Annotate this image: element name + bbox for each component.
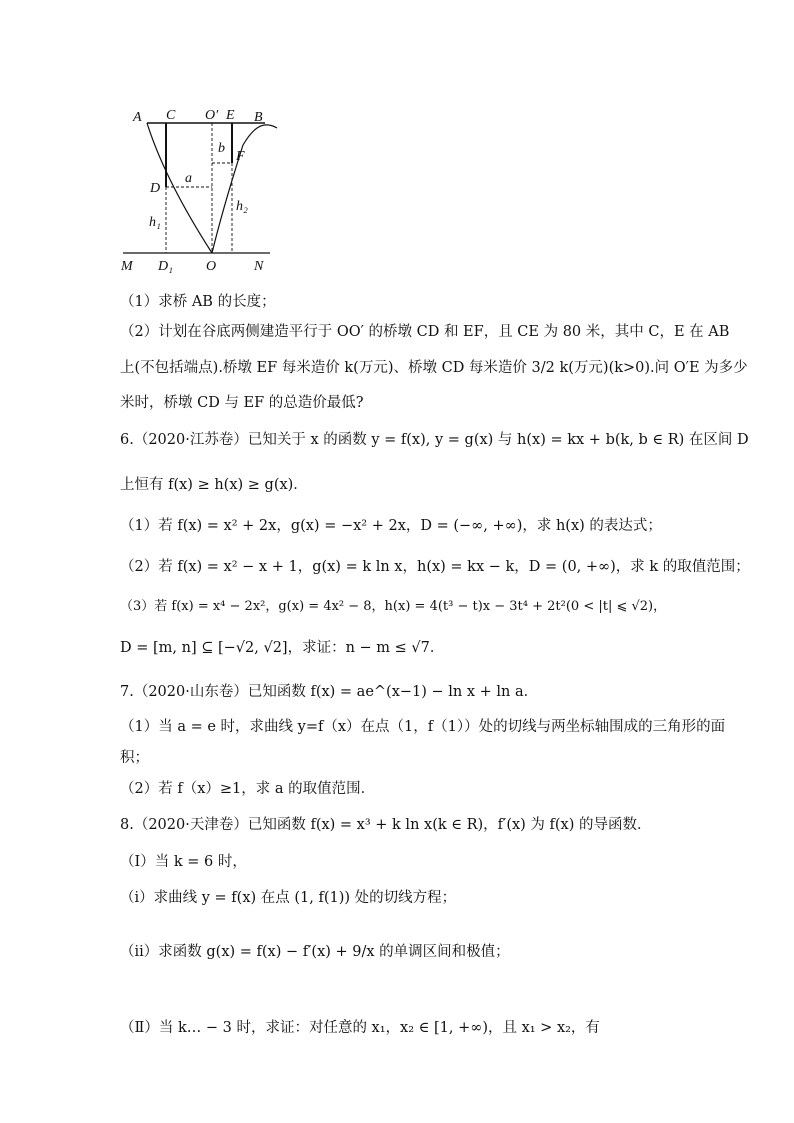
question-6-part-2: （2）若 f(x) = x² − x + 1，g(x) = k ln x，h(x) = kx − k，D = (0, +∞)，求 k 的取值范围；	[120, 559, 750, 575]
label-e: E	[226, 108, 235, 123]
question-8-stem: 8.（2020·天津卷）已知函数 f(x) = x³ + k ln x(k ∈ R)，f′(x) 为 f(x) 的导函数．	[120, 817, 652, 833]
question-8-part-II: （Ⅱ）当 k… − 3 时，求证：对任意的 x₁，x₂ ∈ [1, +∞)，且 x₁ > x₂，有	[120, 1020, 600, 1036]
label-o: O	[206, 259, 217, 274]
label-c: C	[166, 108, 176, 123]
question-6-part-3: （3）若 f(x) = x⁴ − 2x²，g(x) = 4x² − 8，h(x) = 4(t³ − t)x − 3t⁴ + 2t²(0 < |t| ⩽ √2)，	[120, 599, 667, 614]
label-n: N	[254, 259, 264, 274]
question-6-stem-line2: 上恒有 f(x) ≥ h(x) ≥ g(x)．	[120, 477, 308, 493]
label-m: M	[121, 259, 133, 274]
label-a-point: A	[133, 110, 142, 125]
label-h1: h₁	[149, 215, 161, 230]
subquestion-2-text-line2: 上(不包括端点).桥墩 EF 每米造价 k(万元)、桥墩 CD 每米造价 3/2 k(万元)(k>0).问 O′E 为多少	[120, 360, 748, 376]
question-8-part-I: （Ⅰ）当 k = 6 时，	[120, 854, 247, 870]
label-f: F	[236, 149, 245, 164]
question-7-part-1-line1: （1）当 a = e 时，求曲线 y=f（x）在点（1，f（1））处的切线与两坐标轴围成的三角形的面	[120, 719, 726, 735]
label-d1: D₁	[158, 259, 173, 274]
label-d: D	[150, 181, 161, 196]
question-6-part-3-cont: D = [m, n] ⊆ [−√2, √2]，求证：n − m ≤ √7．	[120, 640, 445, 656]
question-8-part-I-i: （i）求曲线 y = f(x) 在点 (1, f(1)) 处的切线方程；	[120, 890, 457, 906]
subquestion-2-text-line3: 米时，桥墩 CD 与 EF 的总造价最低?	[120, 395, 364, 411]
bridge-valley-figure	[115, 100, 285, 280]
question-7-stem: 7.（2020·山东卷）已知函数 f(x) = ae^(x−1) − ln x + ln a．	[120, 684, 539, 700]
label-b-length: b	[218, 141, 225, 156]
question-6-stem-line1: 6.（2020·江苏卷）已知关于 x 的函数 y = f(x), y = g(x) 与 h(x) = kx + b(k, b ∈ R) 在区间 D	[120, 432, 749, 448]
question-8-part-I-ii: （ii）求函数 g(x) = f(x) − f′(x) + 9/x 的单调区间和极值；	[120, 944, 510, 960]
subquestion-2-text-line1: （2）计划在谷底两侧建造平行于 OO′ 的桥墩 CD 和 EF，且 CE 为 80 米，其中 C，E 在 AB	[120, 324, 730, 340]
label-b-point: B	[254, 110, 263, 125]
label-o-prime: O′	[205, 108, 219, 123]
subquestion-1-text: （1）求桥 AB 的长度；	[120, 294, 276, 310]
label-h2: h₂	[236, 199, 248, 214]
question-7-part-1-line2: 积；	[120, 750, 149, 766]
label-a-length: a	[185, 171, 192, 186]
question-7-part-2: （2）若 f（x）≥1，求 a 的取值范围．	[120, 781, 376, 797]
question-6-part-1: （1）若 f(x) = x² + 2x，g(x) = −x² + 2x，D = (−∞, +∞)，求 h(x) 的表达式；	[120, 518, 662, 534]
